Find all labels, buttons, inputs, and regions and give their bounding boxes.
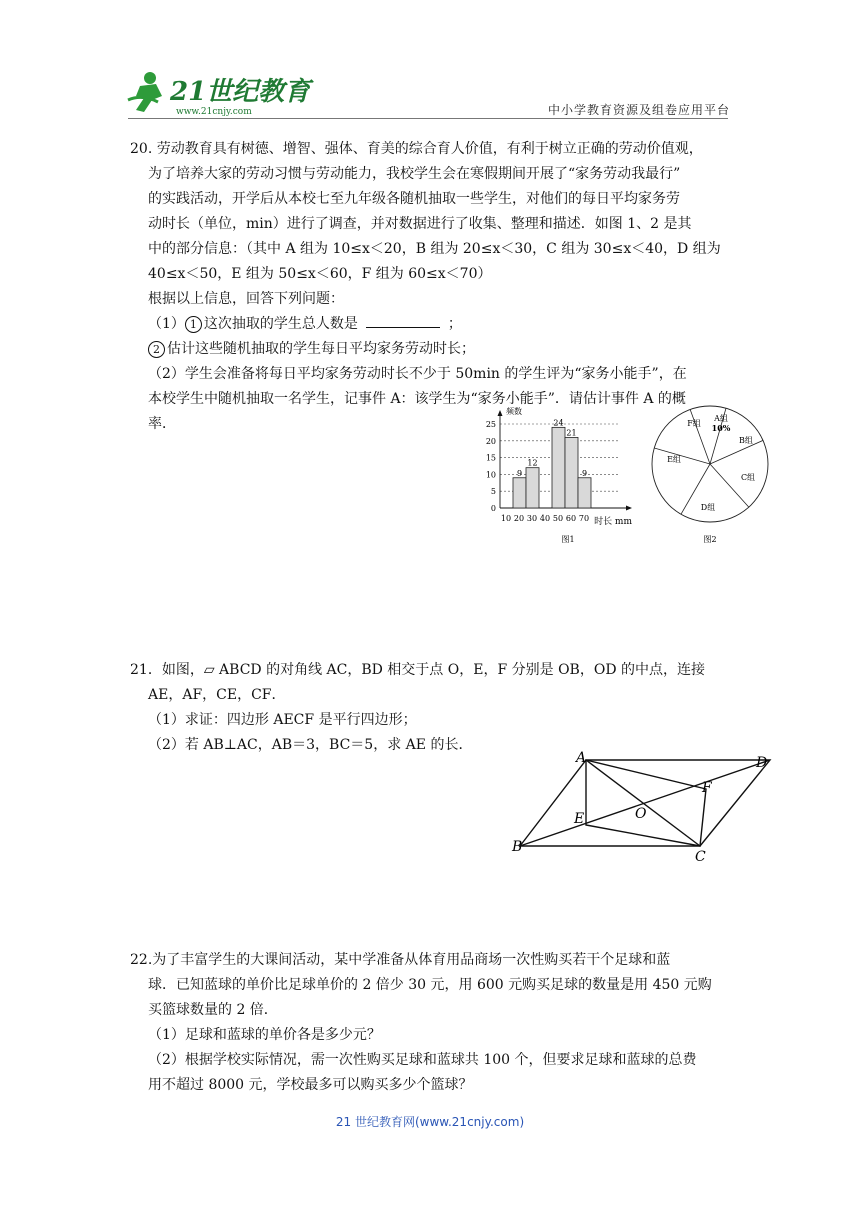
q20-part-1a: （1） 1 这次抽取的学生总人数是 ； [130,312,740,337]
question-22 [130,948,740,1098]
q22-part-2: （2）根据学校实际情况，需一次性购买足球和蓝球共 100 个，但要求足球和蓝球的总费 [148,1052,697,1068]
bar-value-label: 12 [527,458,538,468]
footer-text: 21 世纪教育网(www.21cnjy.com) [335,1115,525,1129]
runner-logo-icon [128,72,162,112]
q21-line-1: 21．如图，▱ ABCD 的对角线 AC，BD 相交于点 O，E，F 分别是 OB，OD 的中点，连接 [130,662,705,678]
q20-intro-1: 20. 劳动教育具有树德、增智、强体、育美的综合育人价值，有利于树立正确的劳动价值观， [130,141,703,157]
q22-line-1: 22.为了丰富学生的大课间活动，某中学准备从体育用品商场一次性购买若干个足球和蓝 [130,952,671,968]
q21-line-2: AE，AF，CE，CF． [148,687,286,703]
label-point-c: C [695,849,706,865]
q21-part-2: （2）若 AB⊥AC，AB＝3，BC＝5，求 AE 的长． [148,737,473,753]
histogram-bar [552,427,565,508]
q20-intro-5: 中的部分信息：（其中 A 组为 10≤x＜20，B 组为 20≤x＜30，C 组为 30≤x＜40，D 组为 [148,241,721,257]
label-point-a: A [576,750,587,766]
q22-line-3: 买篮球数量的 2 倍． [148,1002,278,1018]
q20-intro-4: 动时长（单位，min）进行了调查，并对数据进行了收集、整理和描述．如图 1、2 是其 [148,216,692,232]
header-divider [128,118,728,119]
histogram-bar [578,478,591,508]
question-21 [130,658,740,758]
histogram-bar [526,468,539,508]
histogram-bar [565,437,578,508]
q20-intro-2: 为了培养大家的劳动习惯与劳动能力，我校学生会在寒假期间开展了“家务劳动我最行” [148,166,681,182]
label-point-d: D [756,755,768,771]
label-point-o: O [635,806,647,822]
q22-part-1: （1）足球和蓝球的单价各是多少元？ [148,1027,381,1043]
y-tick-label: 5 [490,487,496,497]
pie-slice-label: F组 [687,419,701,428]
label-point-f: F [702,780,712,796]
pie-slice-label: E组 [667,455,681,464]
x-tick-label: 50 [552,514,564,523]
pie-chart [648,404,774,548]
q20-part-1b: 2 估计这些随机抽取的学生每日平均家务劳动时长； [130,337,740,362]
label-point-b: B [512,839,523,855]
q22-part-3: 用不超过 8000 元，学校最多可以购买多少个篮球？ [148,1077,473,1093]
pie-slice-label: C组 [740,473,756,482]
pie-slice-percent: 10% [711,423,731,433]
x-axis-arrow [626,506,632,511]
circled-number: 2 [148,341,165,358]
y-tick-label: 25 [485,420,496,429]
pie-slice-label: A组 [714,414,728,423]
platform-label: 中小学教育资源及组卷应用平台 [547,103,730,117]
q20-part-2-line-3: 率． [148,416,176,432]
histogram-chart [478,402,658,548]
bar-value-label: 21 [566,428,577,438]
x-tick-label: 40 [539,514,551,523]
x-tick-label: 60 [565,514,577,523]
y-axis-arrow [498,410,503,416]
pie-slice-label: D组 [700,503,716,512]
q20-part-2-line-1: （2）学生会准备将每日平均家务劳动时长不少于 50min 的学生评为“家务小能手”，在 [148,366,687,382]
chart-caption: 图1 [561,535,575,544]
y-axis-label: 频数 [506,407,522,416]
bar-value-label: 9 [581,468,588,478]
x-tick-label: 30 [526,514,538,523]
q20-intro-6: 40≤x＜50，E 组为 50≤x＜60，F 组为 60≤x＜70） [148,266,492,282]
y-tick-label: 10 [485,470,496,480]
y-tick-label: 20 [485,436,496,446]
q20-prompt: 根据以上信息，回答下列问题： [148,291,344,307]
q20-intro-3: 的实践活动，开学后从本校七至九年级各随机抽取一些学生，对他们的每日平均家务劳 [148,191,680,207]
x-tick-label: 70 [578,514,590,523]
bar-value-label: 9 [516,468,523,478]
question-20 [130,137,740,437]
site-logo [122,66,311,118]
pie-slice-label: B组 [739,436,753,445]
x-tick-label: 10 [500,514,512,523]
x-axis-label: 时长 mm [594,517,632,527]
q21-part-1: （1）求证：四边形 AECF 是平行四边形； [148,712,417,728]
bar-value-label: 24 [553,418,564,428]
histogram-bar [513,478,526,508]
q20-part-2-line-2: 本校学生中随机抽取一名学生，记事件 A：该学生为“家务小能手”．请估计事件 A 的概 [148,391,686,407]
diagonal-bd [520,760,770,846]
logo-url: www.21cnjy.com [176,107,252,117]
logo-text: 21世纪教育 [170,77,311,107]
circled-number: 1 [185,316,202,333]
chart-caption: 图2 [703,535,717,544]
y-tick-label: 0 [490,504,496,513]
y-tick-label: 15 [485,453,496,463]
q22-line-2: 球．已知蓝球的单价比足球单价的 2 倍少 30 元，用 600 元购买足球的数量是用 450 元购 [148,977,712,993]
label-point-e: E [574,811,585,827]
x-tick-label: 20 [513,514,525,523]
answer-blank [366,312,440,328]
parallelogram-figure [512,748,784,864]
